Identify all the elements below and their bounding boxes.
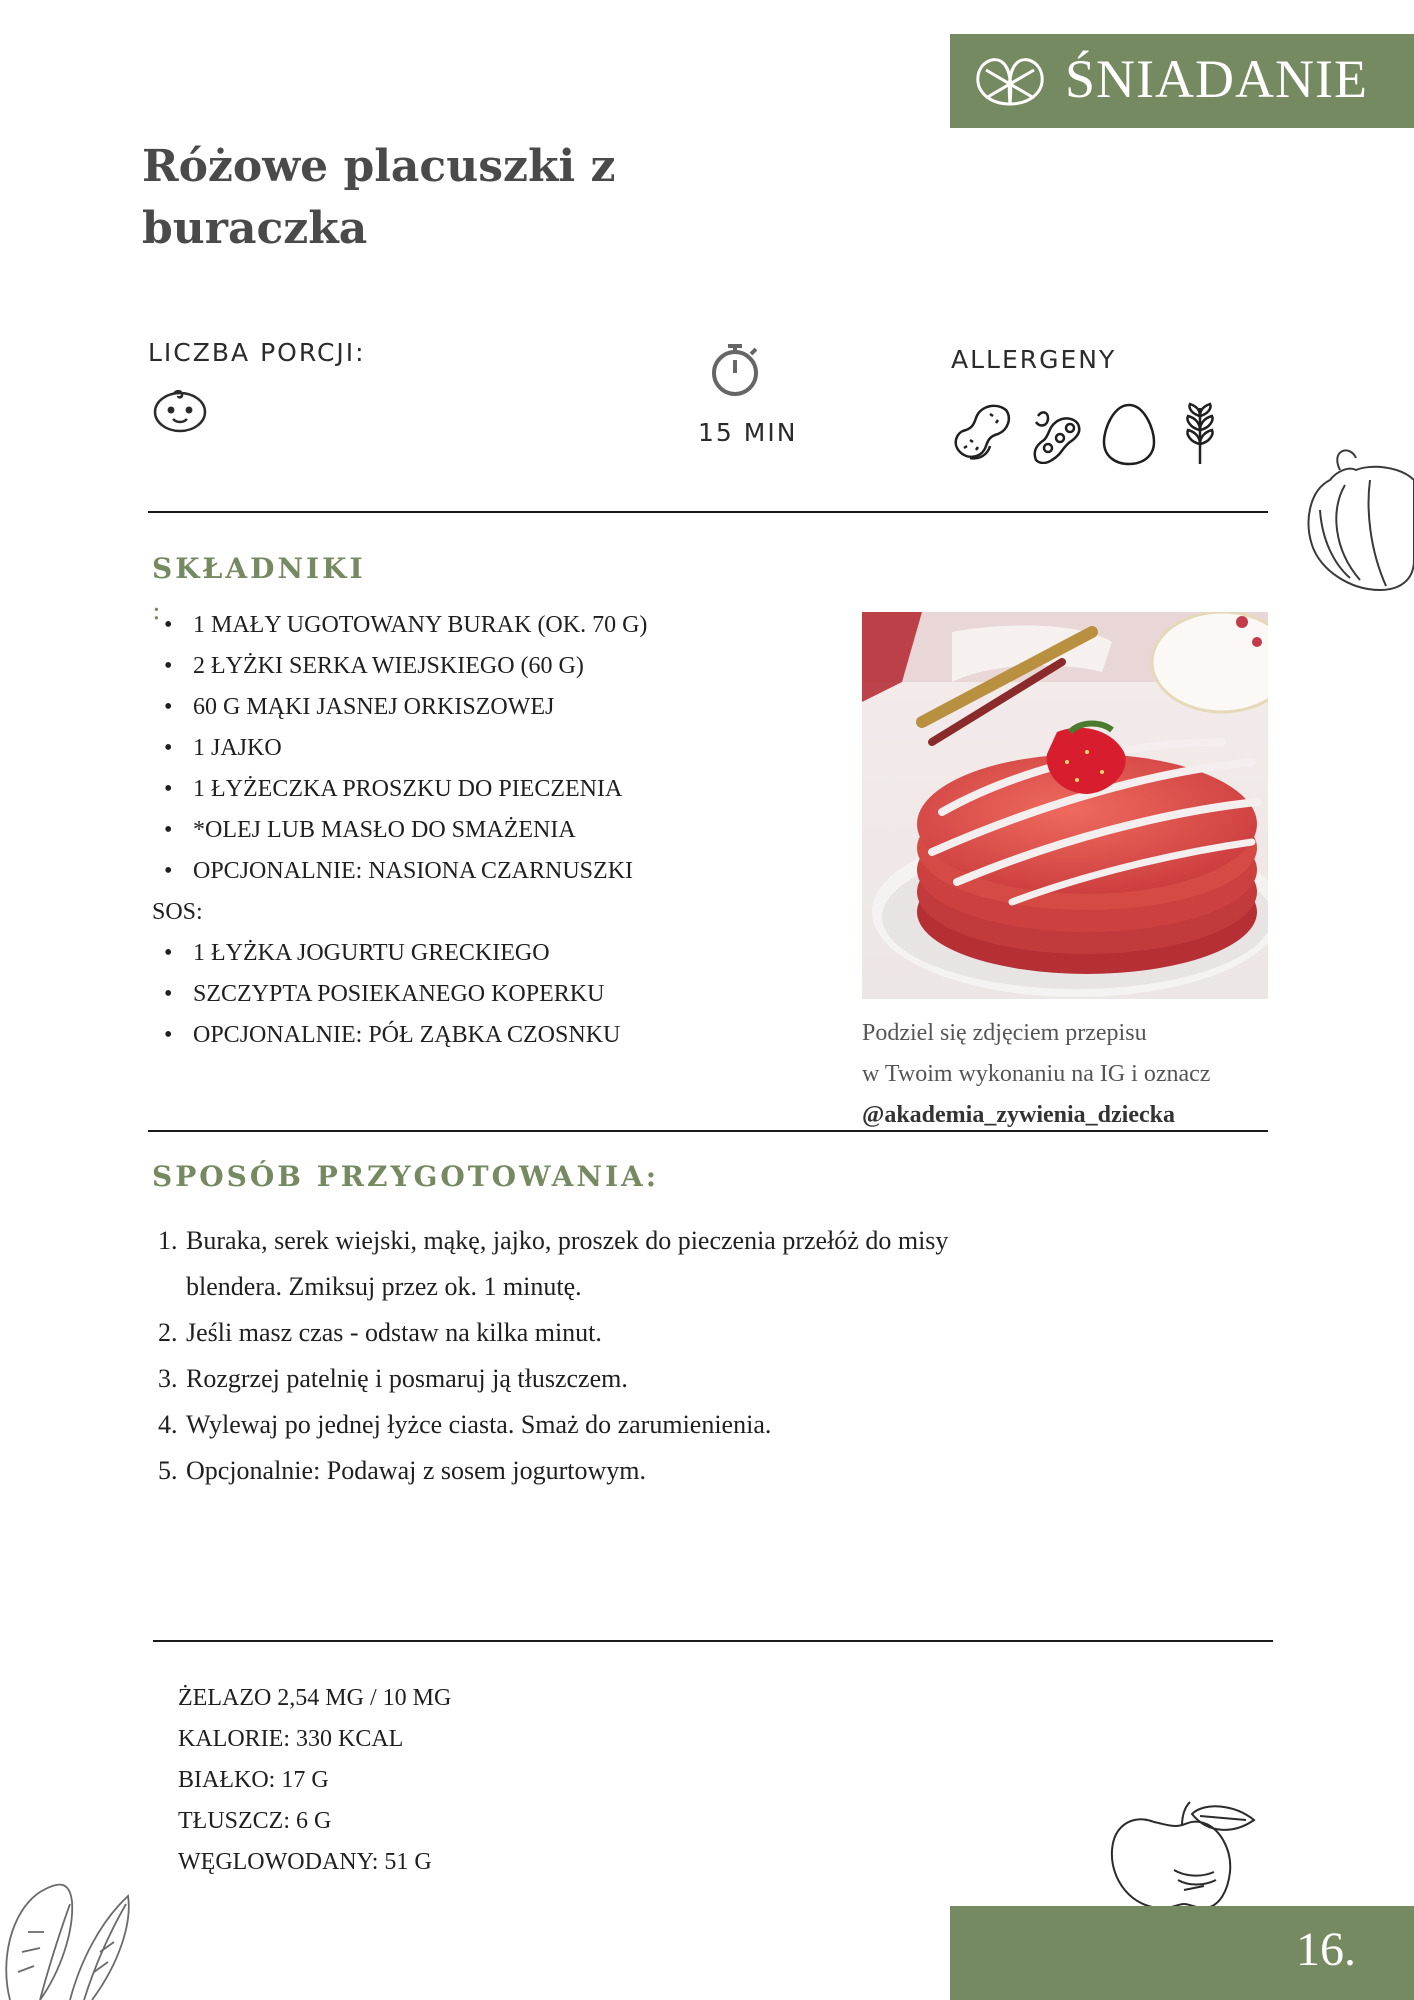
nutrition-calories: KALORIE: 330 KCAL	[178, 1726, 404, 1752]
category-tag	[950, 34, 1414, 128]
egg-icon	[1102, 402, 1156, 466]
nutrition-fat: TŁUSZCZ: 6 G	[178, 1808, 332, 1834]
page-number-tag	[950, 1906, 1414, 2000]
method-heading: SPOSÓB PRZYGOTOWANIA:	[152, 1160, 660, 1193]
caption-line: w Twoim wykonaniu na IG i oznacz	[862, 1061, 1211, 1087]
sauce-item: • OPCJONALNIE: PÓŁ ZĄBKA CZOSNKU	[152, 1015, 852, 1056]
divider	[148, 511, 1268, 513]
instagram-handle[interactable]: @akademia_zywienia_dziecka	[862, 1102, 1175, 1128]
peanut-icon	[950, 400, 1014, 464]
servings-label: LICZBA PORCJI:	[148, 338, 366, 367]
ingredient-item: • 2 ŁYŻKI SERKA WIEJSKIEGO (60 G)	[152, 646, 852, 687]
method-step	[158, 1402, 1098, 1448]
step-text: Jeśli masz czas - odstaw na kilka minut.	[186, 1318, 602, 1347]
caption-line: Podziel się zdjęciem przepisu	[862, 1020, 1147, 1046]
sauce-item: • 1 ŁYŻKA JOGURTU GRECKIEGO	[152, 933, 852, 974]
step-text: Rozgrzej patelnię i posmaruj ją tłuszczem.	[186, 1364, 628, 1393]
ingredient-item: • OPCJONALNIE: NASIONA CZARNUSZKI	[152, 851, 852, 892]
sauce-item: • SZCZYPTA POSIEKANEGO KOPERKU	[152, 974, 852, 1015]
recipe-title: Różowe placuszki z buraczka	[142, 141, 616, 254]
pepper-sketch-icon	[1300, 440, 1414, 600]
prep-time: 15 MIN	[698, 418, 798, 447]
ingredients-colon: :	[152, 596, 161, 626]
step-number: 1.	[158, 1226, 178, 1255]
step-number: 3.	[158, 1364, 178, 1393]
step-text: Opcjonalnie: Podawaj z sosem jogurtowym.	[186, 1456, 646, 1485]
ingredient-item: • 1 MAŁY UGOTOWANY BURAK (OK. 70 G)	[152, 605, 852, 646]
method-step	[158, 1310, 1098, 1356]
method-step	[158, 1448, 1098, 1494]
ingredient-item: • *OLEJ LUB MASŁO DO SMAŻENIA	[152, 810, 852, 851]
wheat-icon	[1180, 402, 1220, 466]
method-step	[158, 1218, 1098, 1310]
baby-face-icon	[152, 386, 208, 434]
ingredient-item: • 60 G MĄKI JASNEJ ORKISZOWEJ	[152, 687, 852, 728]
divider	[153, 1640, 1273, 1642]
ingredient-item: • 1 ŁYŻECZKA PROSZKU DO PIECZENIA	[152, 769, 852, 810]
page-number: 16.	[1296, 1923, 1356, 1976]
step-number: 4.	[158, 1410, 178, 1439]
legume-pod-icon	[1028, 404, 1086, 464]
step-text: Wylewaj po jednej łyżce ciasta. Smaż do zarumienienia.	[186, 1410, 772, 1439]
method-step	[158, 1356, 1098, 1402]
ingredient-item: • 1 JAJKO	[152, 728, 852, 769]
nutrition-facts	[178, 1678, 451, 1883]
spinach-leaf-sketch-icon	[0, 1852, 132, 2000]
ingredients-heading: SKŁADNIKI	[152, 552, 366, 585]
step-number: 2.	[158, 1318, 178, 1347]
method-steps	[158, 1218, 1098, 1494]
photo-caption	[862, 1013, 1282, 1136]
pretzel-icon	[972, 52, 1048, 110]
step-number: 5.	[158, 1456, 178, 1485]
nutrition-iron: ŻELAZO 2,54 MG / 10 MG	[178, 1685, 452, 1711]
ingredients-list	[152, 605, 852, 1056]
category-label: ŚNIADANIE	[1065, 49, 1368, 109]
nutrition-carbs: WĘGLOWODANY: 51 G	[178, 1849, 432, 1875]
allergens-label: ALLERGENY	[951, 345, 1117, 374]
apple-sketch-icon	[1104, 1800, 1268, 1910]
recipe-photo	[862, 612, 1268, 999]
nutrition-protein: BIAŁKO: 17 G	[178, 1767, 329, 1793]
step-text: Buraka, serek wiejski, mąkę, jajko, proszek do pieczenia przełóż do misy	[186, 1226, 949, 1255]
stopwatch-icon	[710, 340, 762, 398]
step-text: blendera. Zmiksuj przez ok. 1 minutę.	[186, 1272, 582, 1301]
pancake-stack-illustration	[862, 612, 1268, 999]
sauce-heading: SOS:	[152, 899, 203, 925]
divider	[148, 1130, 1268, 1132]
